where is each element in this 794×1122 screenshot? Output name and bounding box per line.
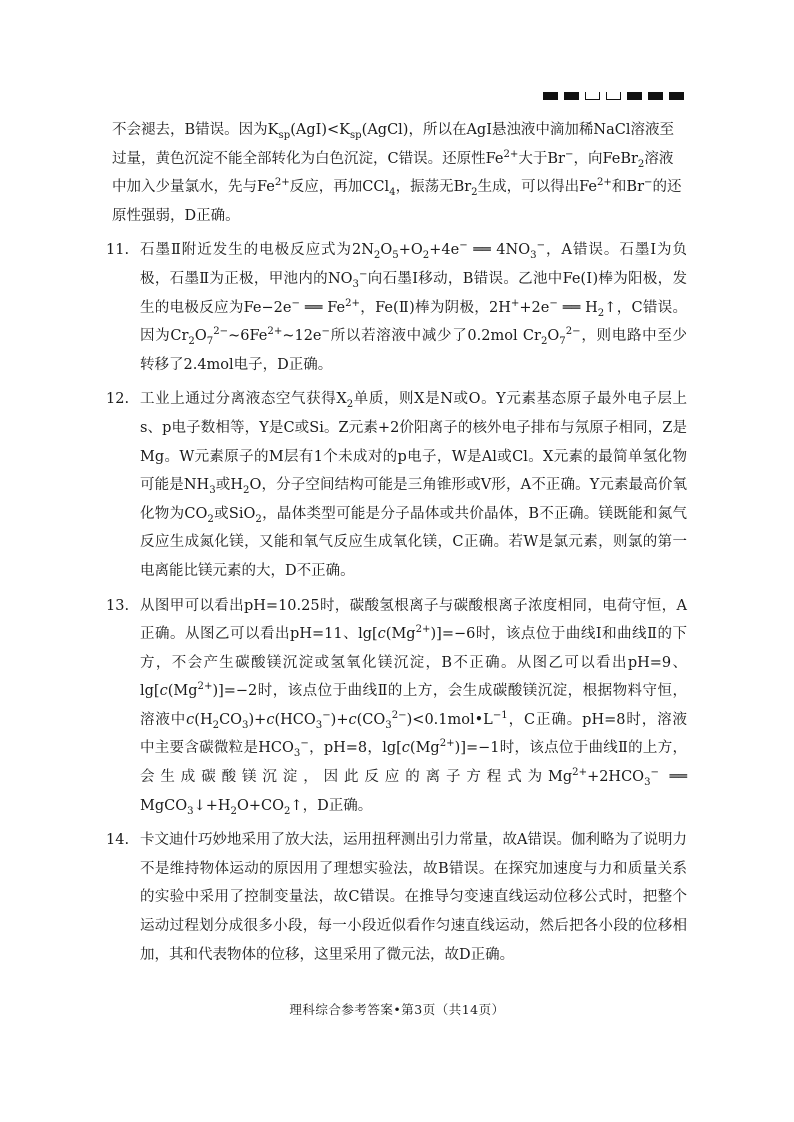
solid-mark: [669, 92, 684, 100]
answer-text: 工业上通过分离液态空气获得$X_2$单质，则X是N或O。Y元素基态原子最外电子层上s、p电子数相等，Y是C或Si。Z元素+2价阳离子的核外电子排布与氖原子相同，Z是Mg。W元素原子的M层有1个未成对的p电子，W是Al或Cl。X元素的最简单氢化物可能是$NH_3$或$H_2O$，分子空间结构可能是三角锥形或V形，A不正确。Y元素最高价氧化物为$CO_2$或SiO$_2$，晶体类型可能是分子晶体或共价晶体，B不正确。镁既能和氮气反应生成氮化镁，又能和氧气反应生成氧化镁，C正确。若W是氯元素，则氯的第一电离能比镁元素的大，D不正确。: [140, 391, 688, 579]
answer-item: [106, 826, 687, 969]
answer-number: 14.: [106, 832, 130, 849]
answer-number: 11.: [106, 242, 130, 259]
answer-item: [106, 236, 688, 379]
open-mark: [606, 92, 621, 100]
header-marks: [543, 92, 684, 100]
solid-mark: [627, 92, 642, 100]
answer-text: 石墨Ⅱ附近发生的电极反应式为$2N_2O_5+O_2+4e^-$ ══ $4NO_3^-$，A错误。石墨Ⅰ为负极，石墨Ⅱ为正极，甲池内的$NO_3^-$向石墨Ⅰ移动，B错误。乙池中Fe(Ⅰ)棒为阳极，发生的电极反应为Fe−2e− ══ $Fe^{2+}$，Fe(Ⅱ)棒为阴极，2H++2e− ══ $H_2↑$，C错误。因为$Cr_2O_7^{2-}\sim 6Fe^{2+}\sim 12e^-$所以若溶液中减少了0.2mol $Cr_2O_7^{2-}$，则电路中至少转移了2.4mol电子，D正确。: [140, 240, 688, 373]
answer-item: [106, 592, 688, 821]
continuation-paragraph: 不会褪去，B错误。因为$K_{sp}(AgI)<K_{sp}(AgCl)$，所以在AgI悬浊液中滴加稀NaCl溶液至过量，黄色沉淀不能全部转化为白色沉淀，C错误。还原性$Fe^{2+}$大于Br−，向FeBr$_2$溶液中加入少量氯水，先与$Fe^{2+}$反应，再加CCl$_4$，振荡无$Br_2$生成，可以得出$Fe^{2+}$和Br−的还原性强弱，D正确。: [112, 122, 682, 224]
solid-mark: [543, 92, 558, 100]
answer-text: 从图甲可以看出pH=10.25时，碳酸氢根离子与碳酸根离子浓度相同，电荷守恒，A正确。从图乙可以看出pH=11、$\lg[c(Mg^{2+})]=-6$时，该点位于曲线Ⅰ和曲线Ⅱ的下方，不会产生碳酸镁沉淀或氢氧化镁沉淀，B不正确。从图乙可以看出pH=9、$\lg[c(Mg^{2+})]=-2$时，该点位于曲线Ⅱ的上方，会生成碳酸镁沉淀，根据物料守恒，溶液中$c(H_2CO_3)+c(HCO_3^-)+c(CO_3^{2-})<0.1mol•L^{-1}$，C正确。pH=8时，溶液中主要含碳微粒是$HCO_3^-$，pH=8，$\lg[c(Mg^{2+})]=-1$时，该点位于曲线Ⅱ的上方，会生成碳酸镁沉淀，因此反应的离子方程式为$Mg^{2+}+2HCO_3^-$ ══ $MgCO_3↓+H_2O+CO_2↑$，D正确。: [140, 597, 688, 817]
answer-content: [106, 116, 688, 969]
answer-item: [106, 385, 688, 585]
answer-number: 13.: [106, 597, 130, 614]
open-mark: [585, 92, 600, 100]
answer-text: 卡文迪什巧妙地采用了放大法，运用扭秤测出引力常量，故A错误。伽利略为了说明力不是维持物体运动的原因用了理想实验法，故B错误。在探究加速度与力和质量关系的实验中采用了控制变量法，故C错误。在推导匀变速直线运动位移公式时，把整个运动过程划分成很多小段，每一小段近似看作匀速直线运动，然后把各小段的位移相加，其和代表物体的位移，这里采用了微元法，故D正确。: [140, 832, 687, 963]
answer-list: [106, 236, 688, 969]
page-footer: 理科综合参考答案•第3页（共14页）: [289, 1002, 505, 1017]
solid-mark: [564, 92, 579, 100]
solid-mark: [648, 92, 663, 100]
answer-number: 12.: [106, 391, 130, 408]
